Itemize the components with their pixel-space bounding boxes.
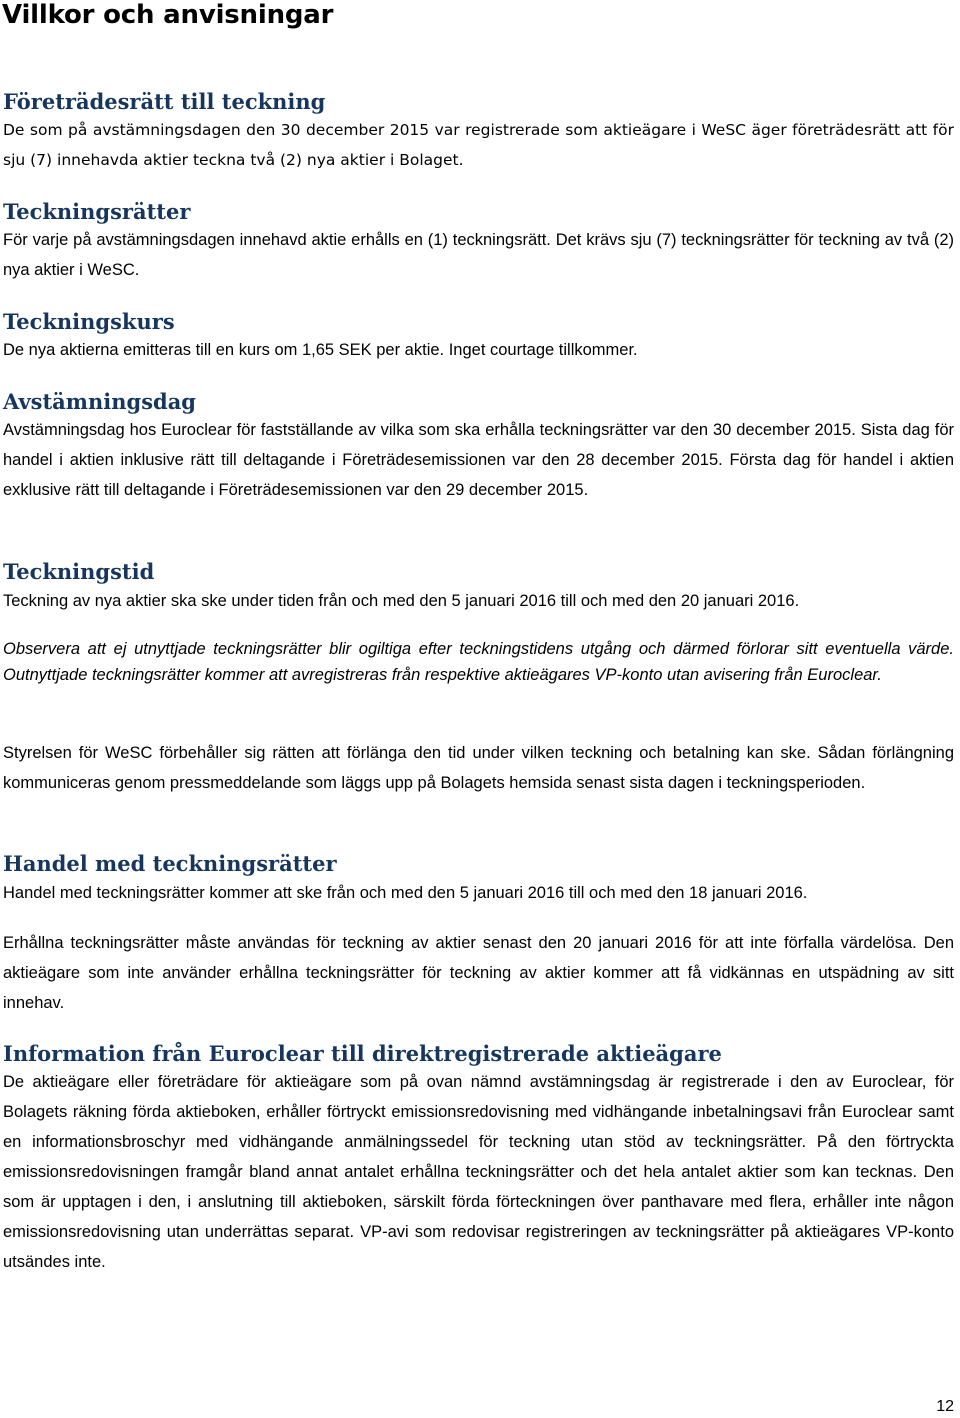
section-paragraph-notice: Observera att ej utnyttjade teckningsrätter blir ogiltiga efter teckningstidens utgång och därmed förlorar sitt eventuella värde. Outnyttjade teckningsrätter kommer att avregistreras från respektive aktieägares VP-konto utan avisering från Euroclear. xyxy=(3,640,954,684)
section-heading-information-euroclear: Information från Euroclear till direktregistrerade aktieägare xyxy=(3,1041,722,1066)
section-heading-teckningsratter: Teckningsrätter xyxy=(3,199,191,224)
page-title: Villkor och anvisningar xyxy=(2,0,334,30)
section-heading-avstamningsdag: Avstämningsdag xyxy=(3,389,196,414)
section-paragraph: Erhållna teckningsrätter måste användas för teckning av aktier senast den 20 januari 2016 för att inte förfalla värdelösa. Den aktieägare som inte använder erhållna teckningsrätter för teckning av aktier kommer att få vidkännas en utspädning av sitt innehav. xyxy=(3,934,954,1012)
section-paragraph: Handel med teckningsrätter kommer att ske från och med den 5 januari 2016 till och med den 18 januari 2016. xyxy=(3,884,808,902)
section-heading-handel: Handel med teckningsrätter xyxy=(3,851,337,876)
section-paragraph: För varje på avstämningsdagen innehavd aktie erhålls en (1) teckningsrätt. Det krävs sju (7) teckningsrätter för teckning av två (2) nya aktier i WeSC. xyxy=(3,231,954,279)
section-heading-teckningskurs: Teckningskurs xyxy=(3,309,175,334)
section-paragraph: De aktieägare eller företrädare för aktieägare som på ovan nämnd avstämningsdag är registrerade i den av Euroclear, för Bolagets räkning förda aktieboken, erhåller förtryckt emissionsredovisning med vidhängande inbetalningsavi från Euroclear samt en informationsbroschyr med vidhängande anmälningssedel för teckning utan stöd av teckningsrätter. På den förtryckta emissionsredovisningen framgår bland annat antalet erhållna teckningsrätter och det hela antalet aktier som kan tecknas. Den som är upptagen i den, i anslutning till aktieboken, särskilt förda förteckningen över panthavare med flera, erhåller inte någon emissionsredovisning utan underrättas separat. VP-avi som redovisar registreringen av teckningsrätter på aktieägares VP-konto utsändes inte. xyxy=(3,1073,954,1271)
section-paragraph: De nya aktierna emitteras till en kurs om 1,65 SEK per aktie. Inget courtage tillkommer. xyxy=(3,341,638,359)
section-paragraph: Avstämningsdag hos Euroclear för fastställande av vilka som ska erhålla teckningsrätter var den 30 december 2015. Sista dag för handel i aktien inklusive rätt till deltagande i Företrädesemissionen var den 28 december 2015. Första dag för handel i aktien exklusive rätt till deltagande i Företrädesemissionen var den 29 december 2015. xyxy=(3,421,954,499)
section-heading-foretradesratt: Företrädesrätt till teckning xyxy=(3,89,326,114)
section-heading-teckningstid: Teckningstid xyxy=(3,559,155,584)
section-paragraph: Styrelsen för WeSC förbehåller sig rätten att förlänga den tid under vilken teckning och betalning kan ske. Sådan förlängning kommuniceras genom pressmeddelande som läggs upp på Bolagets hemsida senast sista dagen i teckningsperioden. xyxy=(3,744,954,792)
page-number: 12 xyxy=(936,1398,954,1415)
section-paragraph: De som på avstämningsdagen den 30 december 2015 var registrerade som aktieägare i WeSC äger företrädesrätt att för sju (7) innehavda aktier teckna två (2) nya aktier i Bolaget. xyxy=(3,121,954,169)
section-paragraph: Teckning av nya aktier ska ske under tiden från och med den 5 januari 2016 till och med den 20 januari 2016. xyxy=(3,592,800,610)
